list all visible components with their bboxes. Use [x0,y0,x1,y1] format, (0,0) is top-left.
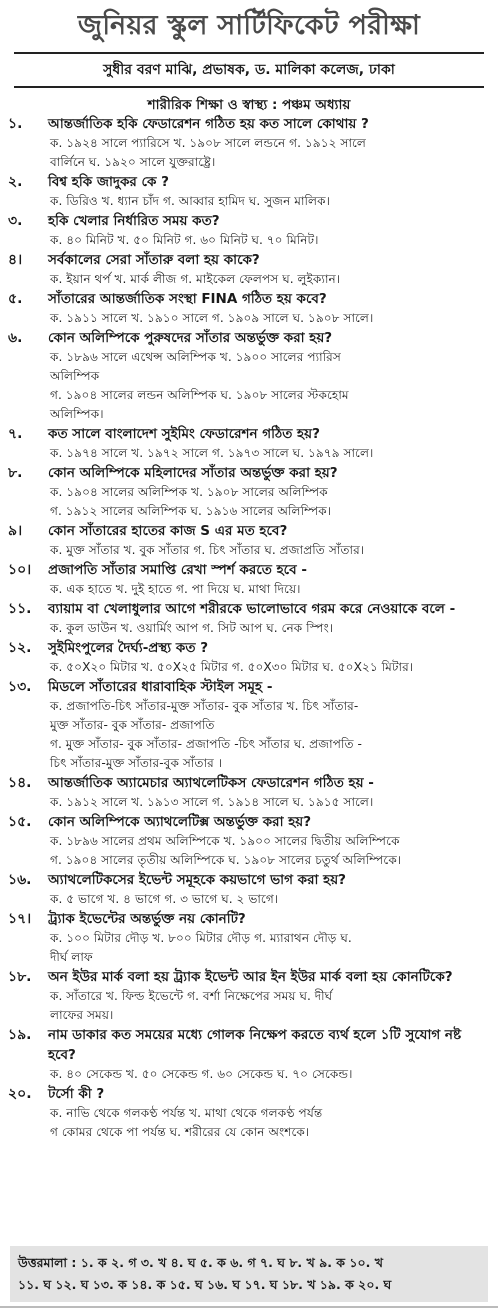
answer-key-label: উত্তরমালা : [18,1255,77,1270]
question-number: ৬. [8,330,23,346]
question-item [8,773,478,812]
question-options: লাফের সময়। [50,1008,114,1022]
question-item [8,1025,478,1084]
question-text: কোন অলিম্পিকে মহিলাদের সাঁতার অন্তর্ভুক্ত করা হয়? [48,465,338,481]
question-options: অলিম্পিক [50,369,100,383]
question-text: কোন সাঁতারের হাতের কাজ S এর মত হবে? [48,523,288,539]
question-options: চিৎ সাঁতার-মুক্ত সাঁতার-বুক সাঁতার । [50,756,223,770]
answer-key-values-2: ১১. ঘ ১২. ঘ ১৩. ক ১৪. ক ১৫. ঘ ১৬. ঘ ১৭. ঘ ১৮. খ ১৯. ক ২০. ঘ [18,1277,392,1292]
question-number: ১৭। [8,911,32,927]
question-item [8,967,478,1025]
question-number: ১. [8,116,23,132]
question-line [8,211,478,231]
question-text: হকি খেলার নির্ধারিত সময় কত? [48,213,220,229]
question-line [8,463,478,483]
question-text: বিশ্ব হকি জাদুকর কে ? [48,174,169,190]
question-line [8,599,478,619]
question-number: ১৩. [8,679,32,695]
question-options: ক. ১৯০৪ সালের অলিম্পিক খ. ১৯০৮ সালের অলিম্পিক [50,485,328,499]
section-heading: শারীরিক শিক্ষা ও স্বাস্থ্য : পঞ্চম অধ্যায় [147,97,351,113]
page-title: জুনিয়র স্কুল সার্টিফিকেট পরীক্ষা [77,10,421,41]
question-options: গ. ১৯০৪ সালের লন্ডন অলিম্পিক ঘ. ১৯০৮ সালের স্টকহোম [50,388,349,402]
question-number: ১১. [8,601,32,617]
question-number: ২. [8,174,23,190]
question-line [8,114,478,134]
question-line [8,560,478,580]
question-number: ১৫. [8,814,32,830]
question-item [8,677,478,773]
question-text: ব্যায়াম বা খেলাধুলার আগে শরীরকে ভালোভাবে গরম করে নেওয়াকে বলে - [48,601,456,617]
question-text: আন্তর্জাতিক হকি ফেডারেশন গঠিত হয় কত সালে কোথায় ? [48,116,369,132]
question-number: ২০. [8,1086,32,1102]
question-line [8,521,478,541]
author-line: সুধীর বরণ মাঝি, প্রভাষক, ড. মালিকা কলেজ, ঢাকা [14,52,484,88]
question-item [8,114,478,172]
question-item [8,289,478,328]
question-number: ৫. [8,291,23,307]
question-line [8,870,478,890]
question-text: কোন অলিম্পিকে অ্যাথলেটিক্স অন্তর্ভুক্ত করা হয়? [48,814,312,830]
question-options: ক. ৪০ সেকেন্ড খ. ৫০ সেকেন্ড গ. ৬০ সেকেন্ড ঘ. ৭০ সেকেন্ড। [50,1067,353,1081]
question-number: ৭. [8,426,23,442]
question-text: নাম ডাকার কত সময়ের মধ্যে গোলক নিক্ষেপ করতে ব্যর্থ হলে ১টি সুযোগ নষ্ট হবে? [48,1027,462,1063]
question-options: ক. ১৮৯৬ সালে এথেন্স অলিম্পিক খ. ১৯০০ সালের প্যারিস [50,350,341,364]
answer-key [10,1246,488,1302]
question-item [8,599,478,638]
question-options: ক. ৪০ মিনিট খ. ৫০ মিনিট গ. ৬০ মিনিট ঘ. ৭০ মিনিট। [50,233,319,247]
question-options: ক. এক হাতে খ. দুই হাতে গ. পা দিয়ে ঘ. মাথা দিয়ে। [50,582,301,596]
question-number: ১০। [8,562,32,578]
question-number: ১৮. [8,969,32,985]
question-text: প্রজাপতি সাঁতার সমাপ্তি রেখা স্পর্শ করতে হবে - [48,562,307,578]
question-item [8,560,478,599]
question-text: সুইমিংপুলের দৈর্ঘ্য-প্রস্থ্য কত ? [48,640,209,656]
question-item [8,424,478,463]
question-options: গ. ১৯০৪ সালের তৃতীয় অলিম্পিকে ঘ. ১৯০৮ সালের চতুর্থ অলিম্পিকে। [50,853,402,867]
question-item [8,812,478,870]
question-item [8,463,478,521]
question-options: বার্লিনে ঘ. ১৯২০ সালে যুক্তরাষ্ট্রে। [50,155,216,169]
question-text: সাঁতারের আন্তর্জাতিক সংস্থা FINA গঠিত হয় কবে? [48,291,327,307]
question-number: ৮. [8,465,23,481]
question-options: ক. নাভি থেকে গলকণ্ঠ পর্যন্ত খ. মাথা থেকে গলকণ্ঠ পর্যন্ত [50,1106,323,1120]
question-options: ক. ১৯১২ সালে খ. ১৯১৩ সালে গ. ১৯১৪ সালে ঘ. ১৯১৫ সালে। [50,795,374,809]
question-options: ক. ১৮৯৬ সালের প্রথম অলিম্পিকে খ. ১৯০০ সালের দ্বিতীয় অলিম্পিকে [50,834,400,848]
question-item [8,328,478,424]
question-item [8,1084,478,1142]
question-item [8,250,478,289]
question-options: ক. ১৯৭৪ সালে খ. ১৯৭২ সালে গ. ১৯৭৩ সালে ঘ. ১৯৭৯ সালে। [50,446,374,460]
question-options: ক. ইয়ান থর্প খ. মার্ক লীজ গ. মাইকেল ফেলপস ঘ. লুইক্যান। [50,272,341,286]
question-options: ক. ৫০X২০ মিটার খ. ৫০X২৫ মিটার গ. ৫০X৩০ মিটার ঘ. ৫০X২১ মিটার। [50,660,414,674]
question-options: গ কোমর থেকে পা পর্যন্ত ঘ. শরীরের যে কোন অংশকে। [50,1125,310,1139]
question-options: গ. মুক্ত সাঁতার- বুক সাঁতার- প্রজাপতি -চিৎ সাঁতার ঘ. প্রজাপতি - [50,737,362,751]
question-options: ক. মুক্ত সাঁতার খ. বুক সাঁতার গ. চিৎ সাঁতার ঘ. প্রজাপ্রতি সাঁতার। [50,543,365,557]
answer-key-line-1 [18,1252,480,1274]
question-item [8,909,478,967]
question-item [8,172,478,211]
question-options: গ. ১৯১২ সালের অলিম্পিক ঘ. ১৯১৬ সালের অলিম্পিক। [50,504,332,518]
question-options: ক. প্রজাপতি-চিৎ সাঁতার-মুক্ত সাঁতার- বুক সাঁতার খ. চিৎ সাঁতার- [50,699,359,713]
question-line [8,424,478,444]
question-number: ৪। [8,252,23,268]
question-text: কোন অলিম্পিকে পুরুষদের সাঁতার অন্তর্ভুক্ত করা হয়? [48,330,333,346]
question-line [8,677,478,697]
question-line [8,250,478,270]
question-text: আন্তর্জাতিক অ্যামেচার অ্যাথলেটিকস ফেডারেশন গঠিত হয় - [48,775,374,791]
question-text: টর্সো কী ? [48,1086,105,1102]
question-line [8,773,478,793]
question-line [8,967,478,987]
question-line [8,1025,478,1065]
question-options: ক. ৫ ভাগে খ. ৪ ভাগে গ. ৩ ভাগে ঘ. ২ ভাগে। [50,892,279,906]
question-line [8,1084,478,1104]
question-options: ক. ডিরিও খ. ধ্যান চাঁদ গ. আব্বার হামিদ ঘ. সুজন মালিক। [50,194,330,208]
question-line [8,909,478,929]
question-options: অলিম্পিক। [50,407,104,421]
question-options: ক. ১৯১১ সালে খ. ১৯১০ সালে গ. ১৯০৯ সালে ঘ. ১৯০৮ সালে। [50,311,374,325]
page [0,6,498,1314]
question-text: অ্যাথলেটিকসের ইভেন্ট সমূহকে কয়ভাগে ভাগ করা হয়? [48,872,347,888]
question-number: ৩. [8,213,23,229]
question-line [8,289,478,309]
question-number: ১২. [8,640,32,656]
question-text: মিডলে সাঁতারের ধারাবাহিক স্টাইল সমূহ - [48,679,273,695]
question-number: ১৯. [8,1027,32,1043]
question-options: ক. ১৯২৪ সালে প্যারিসে খ. ১৯০৮ সালে লন্ডনে গ. ১৯১২ সালে [50,136,366,150]
question-options: মুক্ত সাঁতার- বুক সাঁতার- প্রজাপতি [50,718,215,732]
question-number: ১৪. [8,775,32,791]
question-text: কত সালে বাংলাদেশ সুইমিং ফেডারেশন গঠিত হয়? [48,426,320,442]
question-item [8,638,478,677]
question-number: ৯। [8,523,23,539]
question-text: ট্র্যাক ইভেন্টের অন্তর্ভুক্ত নয় কোনটি? [48,911,246,927]
question-item [8,870,478,909]
question-item [8,521,478,560]
question-list [0,114,498,1142]
question-line [8,812,478,832]
question-item [8,211,478,250]
question-options: দীর্ঘ লাফ [50,950,93,964]
question-options: ক. কুল ডাউন খ. ওয়ার্মিং আপ গ. সিট আপ ঘ. নেক স্পিং। [50,621,334,635]
question-options: ক. ১০০ মিটার দৌড় খ. ৮০০ মিটার দৌড় গ. ম্যারাথন দৌড় ঘ. [50,931,352,945]
question-line [8,638,478,658]
question-number: ১৬. [8,872,32,888]
question-options: ক. সাঁতারে খ. ফিল্ড ইভেন্টে গ. বর্শা নিক্ষেপের সময় ঘ. দীর্ঘ [50,989,333,1003]
question-line [8,328,478,348]
answer-key-values-1: ১. ক ২. গ ৩. খ ৪. ঘ ৫. ক ৬. গ ৭. ঘ ৮. খ ৯. ক ১০. খ [80,1255,383,1270]
question-text: সর্বকালের সেরা সাঁতারু বলা হয় কাকে? [48,252,260,268]
question-text: অন ইউর মার্ক বলা হয় ট্র্যাক ইভেন্ট আর ইন ইউর মার্ক বলা হয় কোনটিকে? [48,969,453,985]
question-line [8,172,478,192]
